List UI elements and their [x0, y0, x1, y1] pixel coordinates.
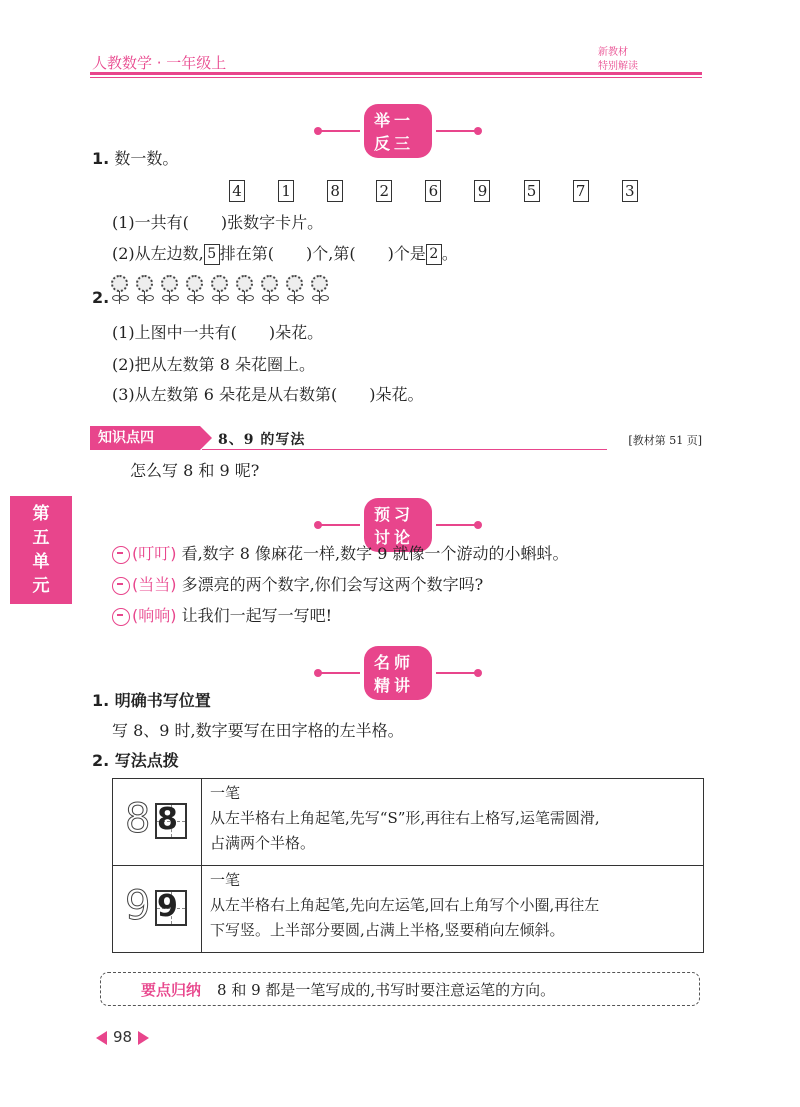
knowledge-title: 8、9 的写法 [218, 432, 306, 448]
banner-teacher [318, 646, 478, 700]
digit-8-grid [113, 779, 202, 866]
q2-sub-2: (2)把从左数第 8 朵花圈上。 [112, 355, 316, 374]
lecture-point-1-title: 1. 明确书写位置 [92, 691, 211, 710]
grid-digit: 8 [157, 802, 178, 837]
instruction-line: 下写竖。上半部分要圆,占满上半格,竖要稍向左倾斜。 [210, 921, 565, 939]
instruction-line: 一笔 [210, 871, 241, 889]
lecture-point-1-text: 写 8、9 时,数字要写在田字格的左半格。 [112, 721, 404, 740]
prev-arrow-icon [96, 1031, 107, 1045]
digit-outline: 8 [125, 796, 151, 842]
grid-digit: 9 [157, 889, 178, 924]
flower-icon [185, 275, 204, 305]
inline-card: 5 [204, 244, 220, 265]
flower-icon [285, 275, 304, 305]
header-rule-thin [90, 77, 702, 78]
q1-sub-2-text-a: (2)从左边数, [112, 244, 204, 263]
q1-sub-2-text-c: 。 [441, 244, 458, 263]
inline-card: 2 [426, 244, 442, 265]
digit-9-grid [113, 866, 202, 953]
digit-8-instructions [202, 779, 704, 866]
dialogue-line [112, 574, 483, 596]
instruction-line: 占满两个半格。 [210, 834, 316, 852]
table-row [113, 779, 704, 866]
number-card: 9 [474, 180, 490, 202]
number-card: 5 [524, 180, 540, 202]
kid-avatar-icon [112, 546, 130, 564]
side-char: 第 [32, 504, 50, 524]
digit-9-instructions [202, 866, 704, 953]
banner-practice-label: 举一反三 [364, 104, 432, 158]
number-card: 8 [327, 180, 343, 202]
writing-table [112, 778, 704, 953]
flower-icon [160, 275, 179, 305]
knowledge-point-bar [90, 424, 702, 452]
table-row [113, 866, 704, 953]
instruction-line: 一笔 [210, 784, 241, 802]
kid-avatar-icon [112, 608, 130, 626]
q2-sub-3: (3)从左数第 6 朵花是从右数第( )朵花。 [112, 385, 424, 404]
banner-discussion-label: 预习讨论 [364, 498, 432, 552]
side-char: 元 [32, 576, 50, 596]
q1-sub-1: (1)一共有( )张数字卡片。 [112, 213, 324, 232]
flower-icon [235, 275, 254, 305]
speaker-name: (叮叮) [132, 544, 177, 563]
summary-text: 8 和 9 都是一笔写成的,书写时要注意运笔的方向。 [217, 981, 556, 999]
banner-practice [318, 104, 478, 158]
summary-box [100, 972, 700, 1006]
instruction-line: 从左半格右上角起笔,先向左运笔,回右上角写个小圈,再往左 [210, 896, 600, 914]
question-text: 数一数。 [114, 149, 179, 168]
unit-side-tab [10, 496, 72, 604]
instruction-line: 从左半格右上角起笔,先写“S”形,再往右上格写,运笔需圆滑, [210, 809, 600, 827]
q1-sub-2 [112, 243, 458, 265]
header-title: 人教数学 · 一年级上 [92, 54, 227, 72]
side-char: 五 [32, 528, 50, 548]
next-arrow-icon [138, 1031, 149, 1045]
banner-teacher-label: 名师精讲 [364, 646, 432, 700]
flower-row [110, 275, 335, 309]
textbook-ref: [教材第 51 页] [628, 434, 702, 447]
dialogue-line [112, 543, 568, 565]
lecture-point-2-title: 2. 写法点拨 [92, 751, 179, 770]
flower-icon [110, 275, 129, 305]
page-number-text: 98 [113, 1028, 133, 1046]
q2-sub-1: (1)上图中一共有( )朵花。 [112, 323, 324, 342]
badge-line-2: 特别解读 [598, 61, 638, 72]
badge-line-1: 新教材 [598, 47, 628, 58]
speaker-name: (当当) [132, 575, 177, 594]
flower-icon [210, 275, 229, 305]
q1-sub-2-text-b: 排在第( )个,第( )个是 [219, 244, 426, 263]
number-card: 4 [229, 180, 245, 202]
page-number [96, 1028, 149, 1046]
number-card: 2 [376, 180, 392, 202]
number-card: 1 [278, 180, 294, 202]
summary-label: 要点归纳 [141, 981, 202, 999]
question-number: 1. [92, 149, 110, 168]
flower-icon [135, 275, 154, 305]
question-1 [92, 148, 178, 170]
header-badge [596, 44, 700, 74]
side-char: 单 [32, 552, 50, 572]
digit-outline: 9 [125, 883, 151, 929]
number-card: 3 [622, 180, 638, 202]
dialogue-text: 让我们一起写一写吧! [181, 606, 333, 625]
question-2-number [92, 287, 109, 309]
number-cards [229, 180, 666, 202]
dialogue-text: 多漂亮的两个数字,你们会写这两个数字吗? [181, 575, 484, 594]
number-card: 7 [573, 180, 589, 202]
flower-icon [260, 275, 279, 305]
speaker-name: (响响) [132, 606, 177, 625]
kid-avatar-icon [112, 577, 130, 595]
dialogue-line [112, 605, 332, 627]
knowledge-tag: 知识点四 [90, 426, 200, 450]
question-number: 2. [92, 288, 110, 307]
knowledge-question: 怎么写 8 和 9 呢? [130, 461, 260, 480]
number-card: 6 [425, 180, 441, 202]
flower-icon [310, 275, 329, 305]
dialogue-text: 看,数字 8 像麻花一样,数字 9 就像一个游动的小蝌蚪。 [181, 544, 569, 563]
